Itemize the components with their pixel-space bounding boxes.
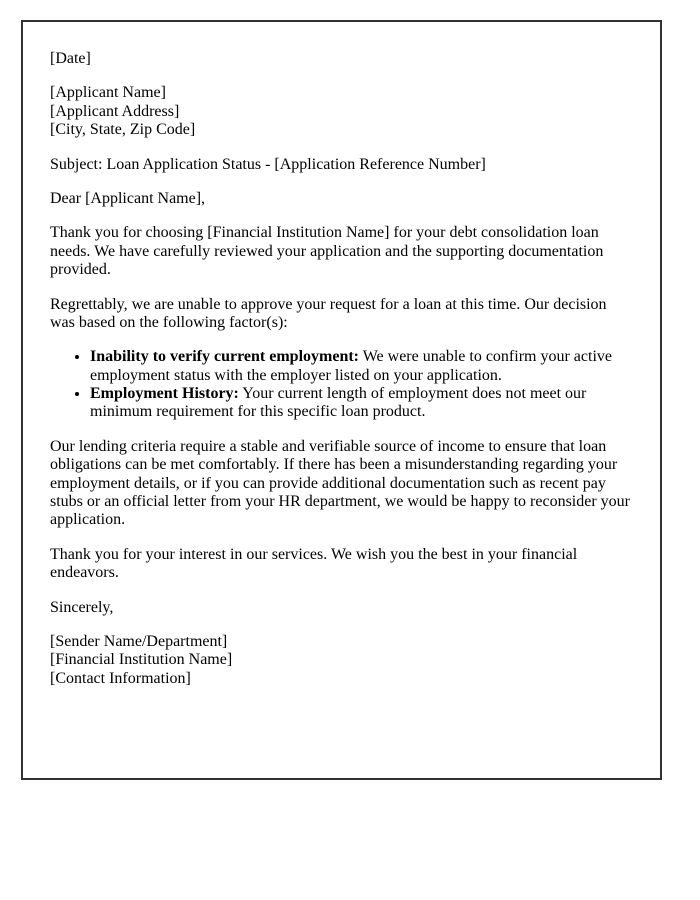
closing-line: Sincerely, [50, 598, 114, 616]
reason-label: Employment History: [90, 385, 239, 403]
decision-paragraph: Regrettably, we are unable to approve your request for a loan at this time. Our decision was based on the following factor(s): [50, 295, 607, 331]
letter-page [21, 20, 662, 780]
reason-text: Your current length of employment does not meet our minimum requirement for this specific loan product. [90, 385, 587, 421]
thanks-paragraph: Thank you for your interest in our services. We wish you the best in your financial endeavors. [50, 545, 578, 582]
signature-institution: [Financial Institution Name] [50, 651, 233, 669]
recipient-block [50, 84, 633, 139]
reason-item [90, 385, 633, 422]
date-line: [Date] [50, 50, 91, 67]
reason-item [90, 348, 633, 385]
recipient-address: [Applicant Address] [50, 102, 180, 120]
reason-label: Inability to verify current employment: [90, 348, 359, 366]
reason-text: We were unable to confirm your active employment status with the employer listed on your application. [90, 348, 612, 384]
salutation: Dear [Applicant Name], [50, 189, 206, 207]
criteria-paragraph: Our lending criteria require a stable and verifiable source of income to ensure that loan obligations can be met comfortably. If there has been a misunderstanding regarding your employment details, or if you can provide additional documentation such as recent pay stubs or an official letter from your HR department, we would be happy to reconsider your application. [50, 437, 630, 529]
intro-paragraph: Thank you for choosing [Financial Institution Name] for your debt consolidation loan needs. We have carefully reviewed your application and the supporting documentation provided. [50, 224, 604, 279]
recipient-name: [Applicant Name] [50, 84, 166, 102]
reasons-list [50, 348, 633, 422]
recipient-city-state-zip: [City, State, Zip Code] [50, 121, 196, 139]
signature-contact: [Contact Information] [50, 669, 191, 687]
signature-block [50, 633, 633, 688]
signature-sender: [Sender Name/Department] [50, 632, 228, 650]
subject-line: Subject: Loan Application Status - [Application Reference Number] [50, 155, 486, 173]
